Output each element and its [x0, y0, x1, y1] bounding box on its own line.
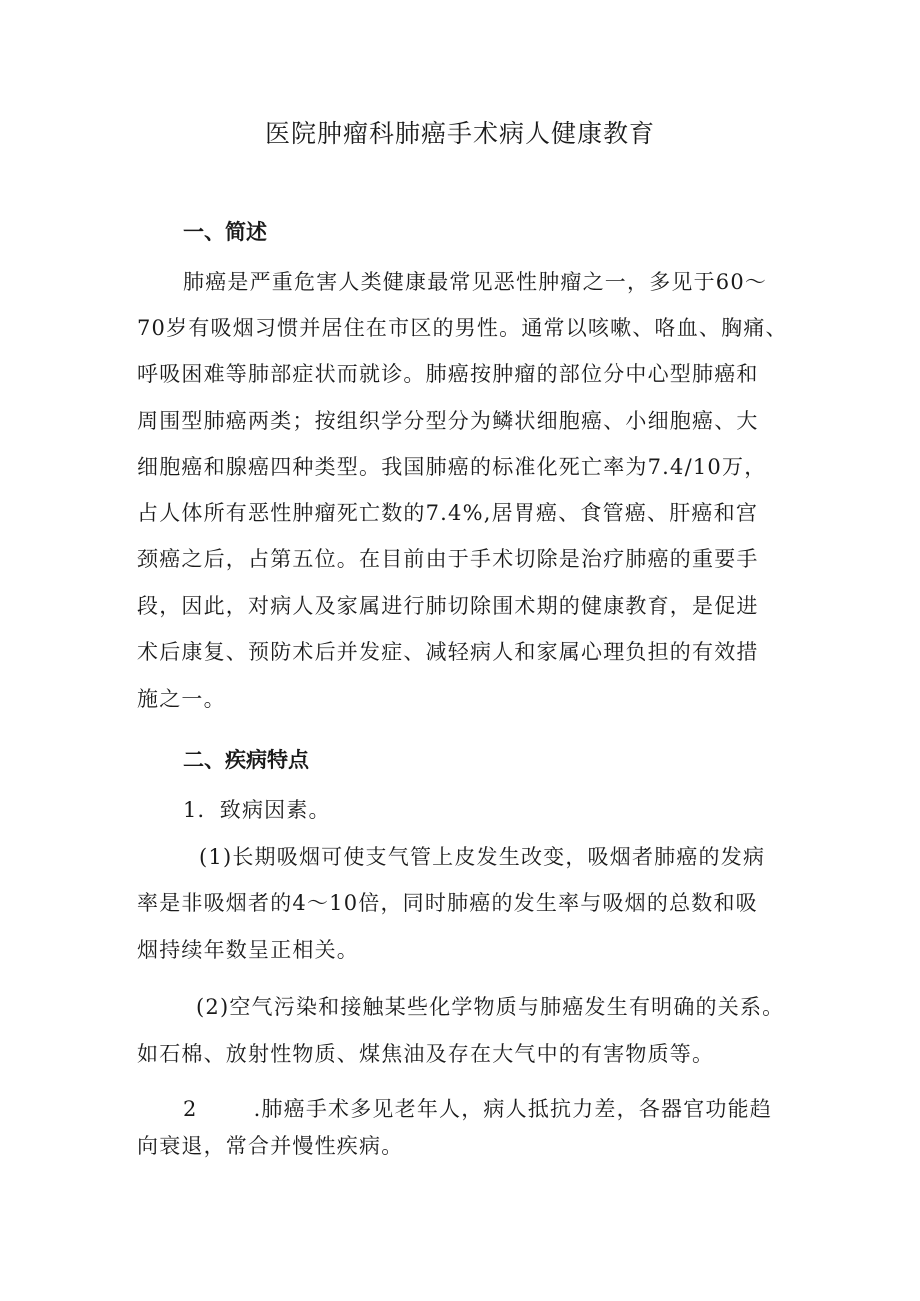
overview-line-7: 颈癌之后，占第五位。在目前由于手术切除是治疗肺癌的重要手 — [137, 547, 759, 571]
overview-line-4: 周围型肺癌两类；按组织学分型分为鳞状细胞癌、小细胞癌、大 — [137, 409, 759, 433]
overview-line-9: 术后康复、预防术后并发症、减轻病人和家属心理负担的有效措 — [137, 640, 759, 664]
overview-line-3: 呼吸困难等肺部症状而就诊。肺癌按肿瘤的部位分中心型肺癌和 — [137, 362, 759, 386]
overview-line-8: 段，因此，对病人及家属进行肺切除围术期的健康教育，是促进 — [137, 594, 759, 618]
item1-sub1-line-3: 烟持续年数呈正相关。 — [137, 938, 359, 962]
document-title: 医院肿瘤科肺癌手术病人健康教育 — [264, 119, 655, 148]
overview-line-5: 细胞癌和腺癌四种类型。我国肺癌的标准化死亡率为7.4/10万， — [137, 455, 767, 479]
overview-line-10: 施之一。 — [137, 687, 226, 711]
item1-sub2-line-1: (2)空气污染和接触某些化学物质与肺癌发生有明确的关系。 — [196, 995, 785, 1019]
item2-line-1 — [183, 1093, 772, 1123]
section-heading-disease-features: 二、疾病特点 — [183, 748, 309, 772]
item1-title: 1．致病因素。 — [183, 798, 331, 822]
item1-sub1-line-1: (1)长期吸烟可使支气管上皮发生改变，吸烟者肺癌的发病 — [199, 845, 766, 869]
item1-sub1-line-2: 率是非吸烟者的4～10倍，同时肺癌的发生率与吸烟的总数和吸 — [137, 891, 758, 915]
section-heading-overview: 一、简述 — [183, 220, 267, 244]
overview-line-1: 肺癌是严重危害人类健康最常见恶性肿瘤之一，多见于60～ — [183, 270, 768, 294]
item1-sub2-line-2: 如石棉、放射性物质、煤焦油及存在大气中的有害物质等。 — [137, 1042, 715, 1066]
overview-line-6: 占人体所有恶性肿瘤死亡数的7.4%,居胃癌、食管癌、肝癌和宫 — [137, 501, 759, 525]
item2-number: 2 — [183, 1097, 198, 1121]
item2-line-2: 向衰退，常合并慢性疾病。 — [137, 1134, 404, 1158]
item2-line-1-text: .肺癌手术多见老年人，病人抵抗力差，各器官功能趋 — [253, 1097, 773, 1121]
overview-line-2: 70岁有吸烟习惯并居住在市区的男性。通常以咳嗽、咯血、胸痛、 — [137, 316, 788, 340]
